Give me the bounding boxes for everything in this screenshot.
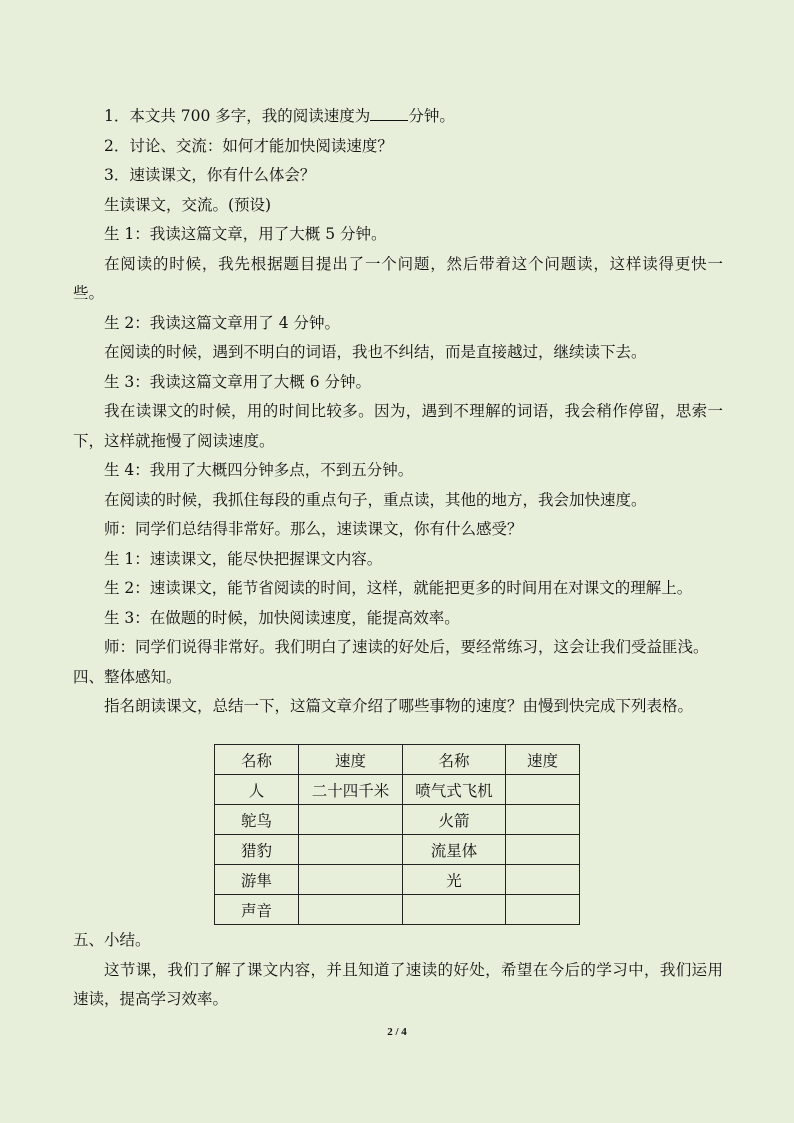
table-cell	[299, 805, 403, 835]
question-1-text: 1．本文共 700 多字，我的阅读速度为	[104, 107, 371, 125]
paragraph: 师：同学们总结得非常好。那么，速读课文，你有什么感受？	[104, 520, 523, 538]
table-header-cell: 速度	[299, 745, 403, 775]
paragraph: 师：同学们说得非常好。我们明白了速读的好处后，要经常练习，这会让我们受益匪浅。	[104, 638, 709, 656]
table-cell	[506, 805, 580, 835]
paragraph: 在阅读的时候，我抓住每段的重点句子，重点读，其他的地方，我会加快速度。	[104, 490, 647, 509]
document-body	[73, 102, 723, 722]
paragraph: 我在读课文的时候，用的时间比较多。因为，遇到不理解的词语，我会稍作停留，思索一下，这样就拖慢了阅读速度。	[73, 402, 723, 450]
table-cell	[506, 865, 580, 895]
table-cell: 二十四千米	[299, 775, 403, 805]
table-cell	[299, 835, 403, 865]
paragraph: 指名朗读课文，总结一下，这篇文章介绍了哪些事物的速度？由慢到快完成下列表格。	[104, 697, 694, 715]
table-cell	[506, 835, 580, 865]
table-cell	[403, 895, 506, 925]
question-2: 2．讨论、交流：如何才能加快阅读速度？	[104, 136, 393, 155]
table-cell: 猎豹	[215, 835, 299, 865]
table-row	[215, 805, 580, 835]
table-cell: 鸵鸟	[215, 805, 299, 835]
paragraph: 生 1：我读这篇文章，用了大概 5 分钟。	[104, 225, 387, 243]
page-number: 2 / 4	[387, 1026, 407, 1038]
paragraph: 生 3：我读这篇文章用了大概 6 分钟。	[104, 372, 372, 391]
summary-section	[73, 926, 723, 1015]
table-cell: 人	[215, 775, 299, 805]
section-heading: 四、整体感知。	[73, 667, 182, 686]
paragraph: 这节课，我们了解了课文内容，并且知道了速读的好处，希望在今后的学习中，我们运用速读，提高学习效率。	[73, 960, 723, 1008]
paragraph: 生 1：速读课文，能尽快把握课文内容。	[104, 549, 383, 568]
paragraph: 生 2：速读课文，能节省阅读的时间，这样，就能把更多的时间用在对课文的理解上。	[104, 579, 693, 597]
question-3: 3．速读课文，你有什么体会？	[104, 166, 316, 184]
table-cell	[299, 895, 403, 925]
section-heading: 五、小结。	[73, 931, 151, 949]
question-1-suffix: 分钟。	[408, 107, 455, 125]
paragraph: 在阅读的时候，遇到不明白的词语，我也不纠结，而是直接越过，继续读下去。	[104, 343, 647, 361]
table-row	[215, 835, 580, 865]
paragraph: 生 4：我用了大概四分钟多点，不到五分钟。	[104, 461, 414, 479]
table-cell	[506, 775, 580, 805]
paragraph: 生读课文，交流。(预设)	[104, 195, 272, 214]
table-cell: 流星体	[403, 835, 506, 865]
table-row	[215, 775, 580, 805]
table-header-cell: 速度	[506, 745, 580, 775]
table-cell: 游隼	[215, 865, 299, 895]
table-row	[215, 895, 580, 925]
table-cell	[506, 895, 580, 925]
table-header-row	[215, 745, 580, 775]
paragraph: 生 3：在做题的时候，加快阅读速度，能提高效率。	[104, 608, 460, 627]
speed-table	[214, 744, 580, 925]
question-1	[73, 102, 723, 132]
table-header-cell: 名称	[403, 745, 506, 775]
table-row	[215, 865, 580, 895]
paragraph: 在阅读的时候，我先根据题目提出了一个问题，然后带着这个问题读，这样读得更快一些。	[73, 254, 723, 302]
table-header-cell: 名称	[215, 745, 299, 775]
table-cell: 火箭	[403, 805, 506, 835]
table-cell: 光	[403, 865, 506, 895]
table-cell	[299, 865, 403, 895]
table-cell: 喷气式飞机	[403, 775, 506, 805]
paragraph: 生 2：我读这篇文章用了 4 分钟。	[104, 313, 341, 332]
table-cell: 声音	[215, 895, 299, 925]
answer-blank	[370, 106, 408, 121]
